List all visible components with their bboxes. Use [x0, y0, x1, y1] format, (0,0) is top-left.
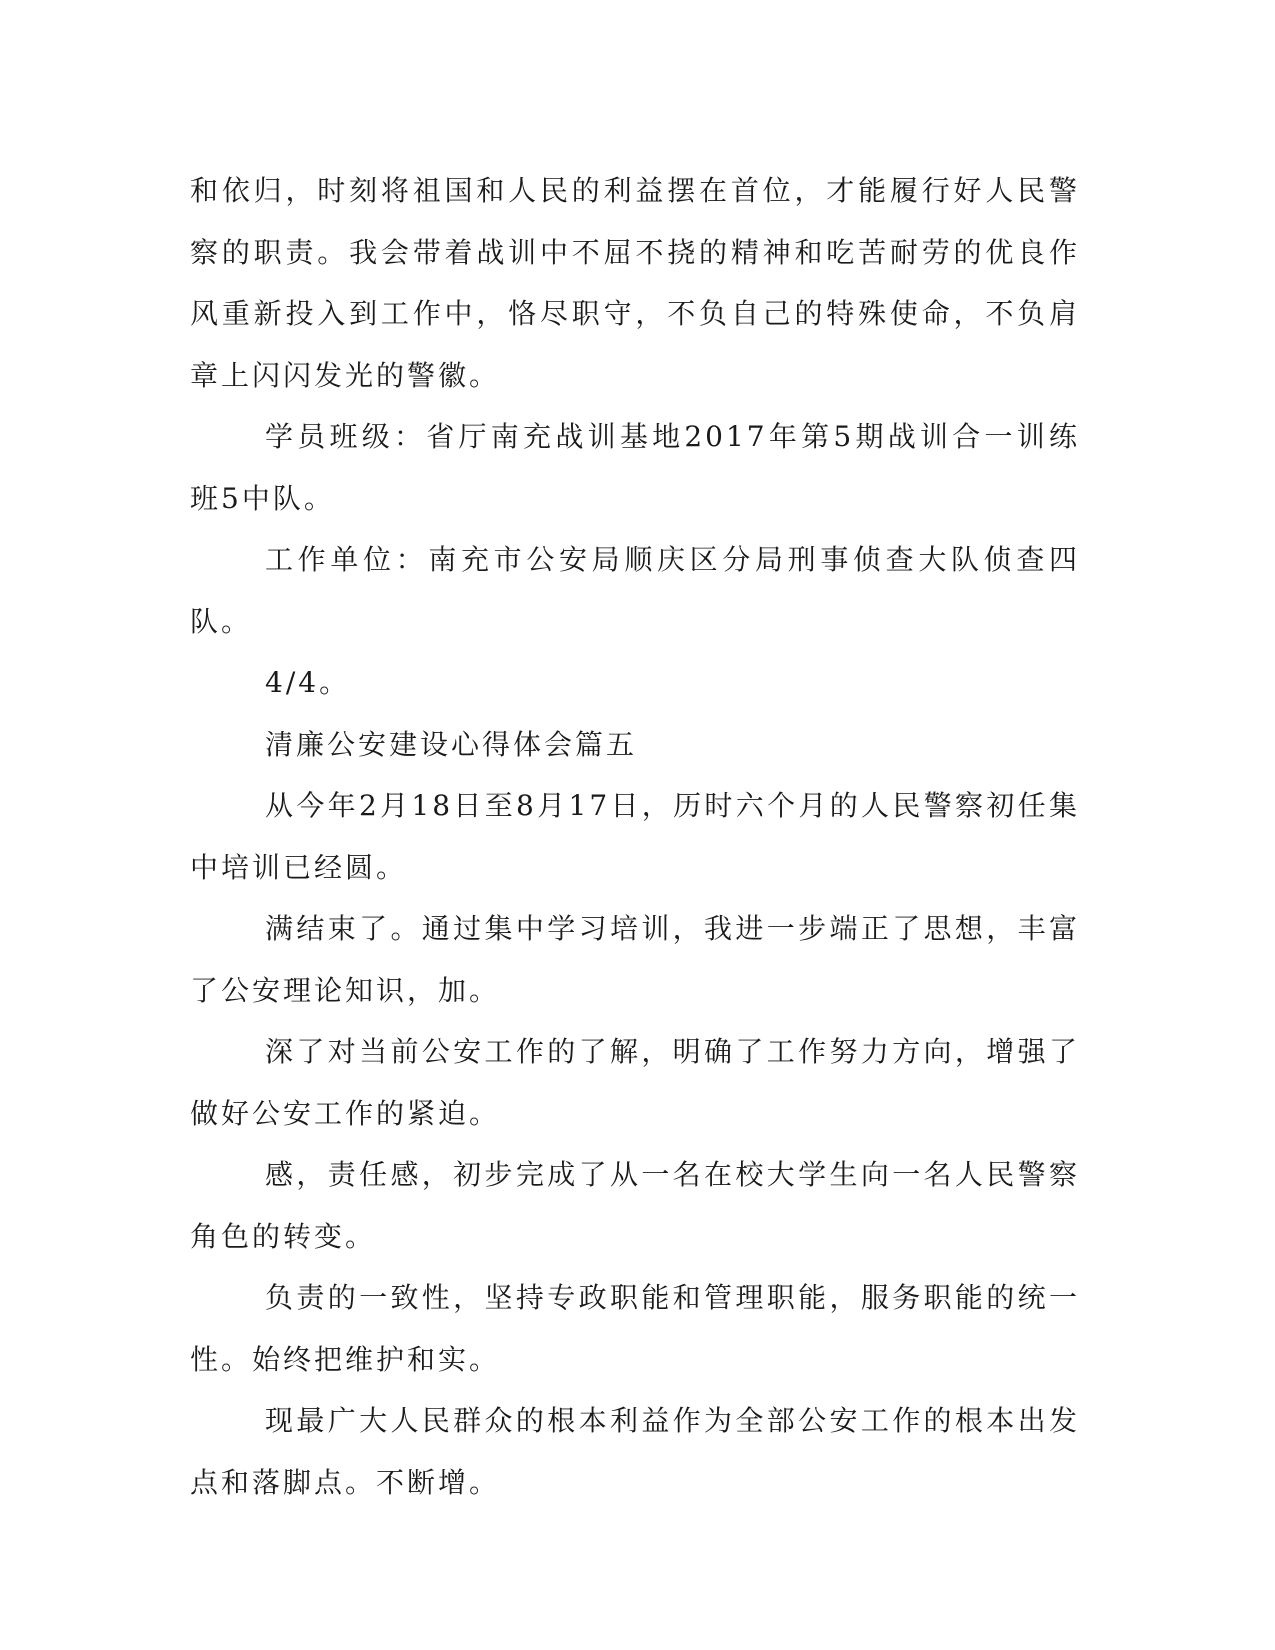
paragraph: 满结束了。通过集中学习培训，我进一步端正了思想，丰富了公安理论知识，加。 [190, 912, 1080, 1007]
paragraph-page-marker: 4/4。 [265, 666, 351, 699]
paragraph-work-unit: 工作单位：南充市公安局顺庆区分局刑事侦查大队侦查四队。 [190, 543, 1080, 638]
paragraph: 从今年2月18日至8月17日，历时六个月的人民警察初任集中培训已经圆。 [190, 789, 1080, 884]
paragraph: 深了对当前公安工作的了解，明确了工作努力方向，增强了做好公安工作的紧迫。 [190, 1035, 1080, 1130]
section-heading: 清廉公安建设心得体会篇五 [265, 727, 638, 761]
paragraph: 负责的一致性，坚持专政职能和管理职能，服务职能的统一性。始终把维护和实。 [190, 1281, 1080, 1376]
paragraph-student-class: 学员班级：省厅南充战训基地2017年第5期战训合一训练班5中队。 [190, 420, 1080, 515]
paragraph: 感，责任感，初步完成了从一名在校大学生向一名人民警察角色的转变。 [190, 1158, 1080, 1253]
document-body [190, 160, 1080, 1513]
paragraph: 现最广大人民群众的根本利益作为全部公安工作的根本出发点和落脚点。不断增。 [190, 1404, 1080, 1499]
paragraph-continued: 和依归，时刻将祖国和人民的利益摆在首位，才能履行好人民警察的职责。我会带着战训中不屈不挠的精神和吃苦耐劳的优良作风重新投入到工作中，恪尽职守，不负自己的特殊使命，不负肩章上闪闪发光的警徽。 [190, 174, 1080, 392]
